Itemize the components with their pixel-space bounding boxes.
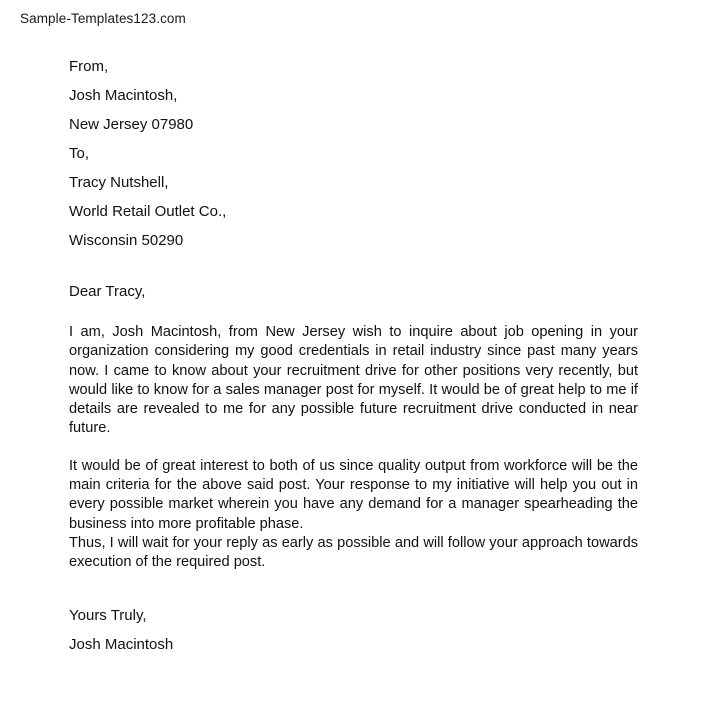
sender-line: Josh Macintosh, bbox=[69, 87, 178, 104]
paragraph: It would be of great interest to both of us since quality output from workforce will be the main criteria for the above said post. Your response to my initiative will help you out in every possible market wherein you have any demand for a manager spearheading the business into more profitable phase. bbox=[69, 457, 638, 532]
closing-salutation: Yours Truly, bbox=[69, 606, 147, 624]
sender-line: New Jersey 07980 bbox=[69, 116, 194, 133]
letter-paragraphs bbox=[69, 323, 638, 573]
recipient-address-block bbox=[69, 139, 638, 255]
recipient-line: Tracy Nutshell, bbox=[69, 174, 169, 191]
sender-line: From, bbox=[69, 58, 109, 75]
sender-address-block bbox=[69, 52, 638, 139]
letter-body bbox=[69, 52, 638, 659]
closing-block bbox=[69, 601, 638, 659]
recipient-line: Wisconsin 50290 bbox=[69, 232, 184, 249]
site-watermark: Sample-Templates123.com bbox=[20, 11, 186, 26]
recipient-line: World Retail Outlet Co., bbox=[69, 203, 227, 220]
paragraph: I am, Josh Macintosh, from New Jersey wish to inquire about job opening in your organization considering my good credentials in retail industry since past many years now. I came to know about your recruitment drive for other positions very recently, but would like to know for a sales manager post for myself. It would be of great help to me if details are revealed to me for any possible future recruitment drive conducted in near future. bbox=[69, 324, 638, 437]
signature-name: Josh Macintosh bbox=[69, 635, 174, 653]
recipient-line: To, bbox=[69, 145, 90, 162]
salutation: Dear Tracy, bbox=[69, 283, 146, 300]
paragraph: Thus, I will wait for your reply as early as possible and will follow your approach towards execution of the required post. bbox=[69, 534, 638, 571]
